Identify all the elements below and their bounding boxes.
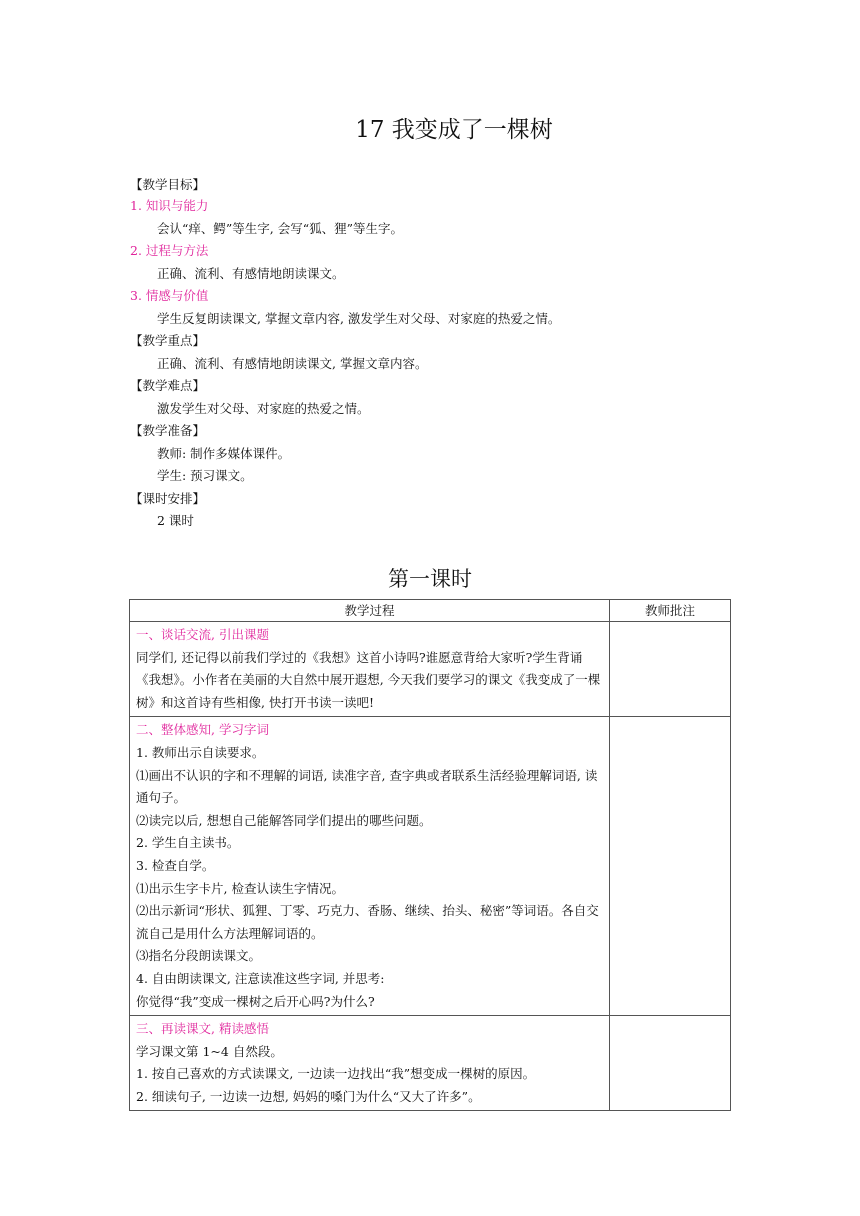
objective-text-3: 学生反复朗读课文, 掌握文章内容, 激发学生对父母、对家庭的热爱之情。	[157, 311, 561, 326]
page-title: 17 我变成了一棵树	[355, 117, 553, 143]
table-row	[130, 1016, 731, 1111]
key-points-text: 正确、流利、有感情地朗读课文, 掌握文章内容。	[157, 356, 428, 371]
process-cell	[130, 717, 610, 1016]
objective-label-1: 1. 知识与能力	[130, 198, 209, 213]
row-heading: 三、再读课文, 精读感悟	[136, 1021, 269, 1037]
row-line: 你觉得“我”变成一棵树之后开心吗?为什么?	[136, 993, 375, 1009]
row-line: ⑵出示新词“形状、狐狸、丁零、巧克力、香肠、继续、抬头、秘密”等词语。各自交流自己是用什么方法理解词语的。	[136, 903, 599, 941]
preparation-teacher: 教师: 制作多媒体课件。	[157, 446, 291, 461]
row-line: 3. 检查自学。	[136, 857, 215, 873]
notes-cell	[609, 717, 730, 1016]
process-cell	[130, 622, 610, 717]
row-line: 同学们, 还记得以前我们学过的《我想》这首小诗吗?谁愿意背给大家听?学生背诵《我想》。小作者在美丽的大自然中展开遐想, 今天我们要学习的课文《我变成了一棵树》和这首诗有些相像, 快打开书读一读吧!	[136, 649, 601, 710]
row-line: 学习课文第 1~4 自然段。	[136, 1043, 283, 1059]
notes-cell	[609, 622, 730, 717]
row-line: 1. 教师出示自读要求。	[136, 744, 265, 760]
table-row	[130, 622, 731, 717]
process-cell	[130, 1016, 610, 1111]
objective-label-2: 2. 过程与方法	[130, 243, 209, 258]
key-points-heading: 【教学重点】	[130, 333, 206, 348]
row-line: 2. 学生自主读书。	[136, 835, 240, 851]
row-line: ⑴出示生字卡片, 检查认读生字情况。	[136, 880, 344, 896]
header-notes: 教师批注	[609, 600, 730, 622]
objective-text-2: 正确、流利、有感情地朗读课文。	[157, 266, 345, 281]
table-row	[130, 717, 731, 1016]
lesson-table	[129, 599, 731, 1111]
objective-label-3: 3. 情感与价值	[130, 288, 209, 303]
section-title: 第一课时	[388, 567, 472, 591]
row-heading: 二、整体感知, 学习字词	[136, 722, 269, 738]
preparation-student: 学生: 预习课文。	[157, 468, 253, 483]
table-header-row	[130, 600, 731, 622]
objectives-heading: 【教学目标】	[130, 177, 206, 192]
difficulties-text: 激发学生对父母、对家庭的热爱之情。	[157, 401, 370, 416]
schedule-heading: 【课时安排】	[130, 491, 206, 506]
notes-cell	[609, 1016, 730, 1111]
row-line: ⑴画出不认识的字和不理解的词语, 读准字音, 查字典或者联系生活经验理解词语, 读通句子。	[136, 767, 598, 806]
header-process: 教学过程	[130, 600, 610, 622]
objective-text-1: 会认“痒、鳄”等生字, 会写“狐、狸”等生字。	[157, 221, 404, 236]
row-heading: 一、谈话交流, 引出课题	[136, 627, 269, 642]
row-line: ⑶指名分段朗读课文。	[136, 948, 262, 964]
preparation-heading: 【教学准备】	[130, 423, 206, 438]
row-line: 1. 按自己喜欢的方式读课文, 一边读一边找出“我”想变成一棵树的原因。	[136, 1066, 536, 1082]
row-line: 4. 自由朗读课文, 注意读准这些字词, 并思考:	[136, 970, 385, 986]
row-line: 2. 细读句子, 一边读一边想, 妈妈的嗓门为什么“又大了许多”。	[136, 1088, 481, 1104]
row-line: ⑵读完以后, 想想自己能解答同学们提出的哪些问题。	[136, 812, 432, 828]
difficulties-heading: 【教学难点】	[130, 378, 206, 393]
schedule-text: 2 课时	[157, 513, 194, 528]
